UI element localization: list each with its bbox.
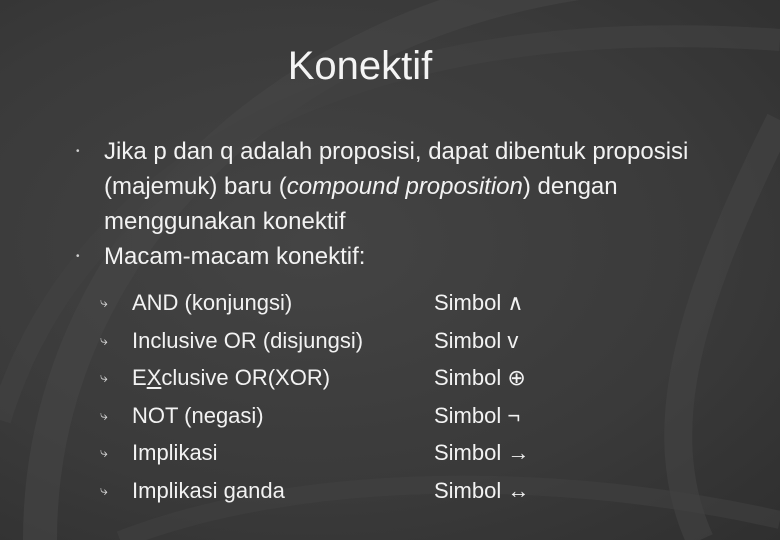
connective-row-implication [100, 434, 744, 472]
connective-symbol [434, 434, 529, 472]
connective-list [100, 284, 744, 509]
label-prefix: E [132, 365, 147, 390]
symbol-label: Simbol [434, 290, 502, 315]
label-underlined: X [146, 365, 162, 390]
sub-bullet-arrow-icon: ⤷ [100, 369, 108, 385]
label-suffix: clusive OR(XOR) [161, 365, 331, 390]
connective-label: Implikasi ganda [132, 477, 285, 503]
symbol-glyph: ¬ [507, 402, 521, 428]
slide-title: Konektif [287, 44, 433, 88]
bullet-list [76, 134, 744, 274]
connective-symbol [434, 472, 529, 510]
symbol-label: Simbol [434, 477, 502, 503]
symbol-glyph: ↔ [507, 477, 530, 503]
connective-row-or [100, 322, 744, 360]
connective-label: Implikasi [132, 440, 218, 465]
sub-bullet-arrow-icon: ⤷ [100, 481, 108, 498]
bullet-text-italic: compound proposition [286, 173, 523, 200]
connective-row-not [100, 397, 744, 435]
connective-symbol [434, 322, 518, 360]
connective-symbol [434, 397, 520, 435]
connective-row-biconditional [100, 472, 744, 510]
symbol-label: Simbol [434, 402, 502, 428]
connective-label: NOT (negasi) [132, 402, 264, 428]
connective-row-and [100, 284, 744, 322]
bullet-text-part-1: Jika p dan q adalah proposisi, dapat dibentuk proposisi (majemuk) baru ( [104, 138, 689, 200]
connective-label: AND (konjungsi) [132, 290, 293, 315]
bullet-text: Macam-macam konektif: [104, 243, 366, 270]
symbol-glyph: ⊕ [507, 365, 526, 390]
connective-label [132, 359, 330, 397]
symbol-glyph: ∧ [507, 290, 524, 315]
sub-bullet-arrow-icon: ⤷ [100, 331, 108, 348]
connective-row-xor [100, 359, 744, 397]
connective-label: Inclusive OR (disjungsi) [132, 327, 364, 353]
symbol-label: Simbol [434, 327, 502, 353]
connective-symbol [434, 284, 523, 322]
sub-bullet-arrow-icon: ⤷ [100, 294, 108, 310]
symbol-label: Simbol [434, 365, 502, 390]
connective-symbol [434, 359, 526, 397]
symbol-glyph: v [507, 327, 519, 353]
bullet-dot-icon: • [76, 251, 80, 262]
bullet-item-types [76, 239, 744, 274]
bullet-text-part-3: ) dengan menggunakan konektif [104, 173, 618, 235]
sub-bullet-arrow-icon: ⤷ [100, 406, 108, 423]
bullet-item-definition [76, 134, 744, 239]
sub-bullet-arrow-icon: ⤷ [100, 444, 108, 460]
symbol-label: Simbol [434, 440, 502, 465]
bullet-dot-icon: • [76, 146, 80, 157]
symbol-glyph: → [507, 440, 530, 465]
